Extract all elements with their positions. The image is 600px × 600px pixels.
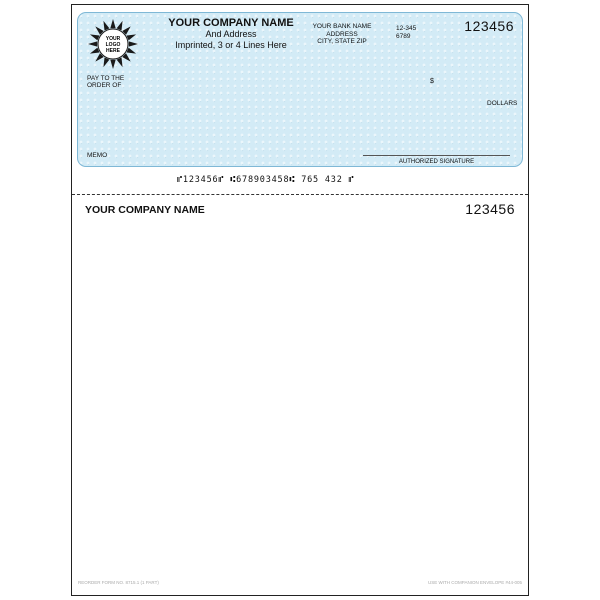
logo-ray (117, 21, 123, 31)
check-number: 123456 (464, 18, 514, 34)
check-body (77, 12, 523, 167)
company-info (156, 17, 306, 50)
logo-text-1: YOUR (105, 36, 121, 42)
logo-ray (127, 48, 137, 54)
micr-line: ⑈123456⑈ ⑆678903458⑆ 765 432 ⑈ (177, 175, 355, 185)
pay-to-line-1: PAY TO THE (87, 75, 125, 82)
company-address-line-1: And Address (205, 29, 257, 39)
reorder-form-note: REORDER FORM NO. 8715.1 (1 PART) (78, 580, 159, 585)
logo-text-2: LOGO (105, 42, 121, 48)
sunburst-logo-icon (87, 18, 139, 70)
dollars-label: DOLLARS (487, 100, 518, 107)
memo-label: MEMO (87, 152, 108, 159)
company-address-line-2: Imprinted, 3 or 4 Lines Here (175, 39, 287, 50)
logo-ray (103, 58, 109, 68)
dollar-sign: $ (430, 78, 434, 85)
stub-check-number: 123456 (465, 201, 515, 217)
bank-name: YOUR BANK NAME (312, 23, 372, 30)
signature-line (363, 155, 510, 156)
bank-address: ADDRESS (326, 30, 358, 38)
routing-fraction (396, 25, 416, 40)
logo-ray (110, 19, 115, 28)
logo-ray (103, 21, 109, 31)
logo-ray (110, 60, 115, 69)
check-form-sheet (71, 4, 529, 596)
logo-ray (129, 41, 138, 46)
pay-to-line-2: ORDER OF (87, 82, 122, 89)
bank-info (306, 23, 378, 46)
logo-ray (127, 34, 137, 40)
logo-ray (90, 48, 100, 54)
logo-ray (88, 41, 97, 46)
logo-ray (90, 34, 100, 40)
signature-label: AUTHORIZED SIGNATURE (398, 159, 475, 165)
logo-ray (117, 58, 123, 68)
company-name: YOUR COMPANY NAME (168, 17, 294, 29)
bank-city: CITY, STATE ZIP (317, 38, 367, 45)
stub-company-name: YOUR COMPANY NAME (85, 204, 205, 216)
perforation-line (72, 194, 528, 195)
logo-text-3: HERE (106, 48, 120, 54)
envelope-note: USE WITH COMPANION ENVELOPE #44-005 (428, 580, 522, 585)
fraction-bottom: 6789 (396, 32, 411, 40)
fraction-top: 12-345 (396, 25, 417, 32)
pay-to-label (87, 75, 124, 89)
